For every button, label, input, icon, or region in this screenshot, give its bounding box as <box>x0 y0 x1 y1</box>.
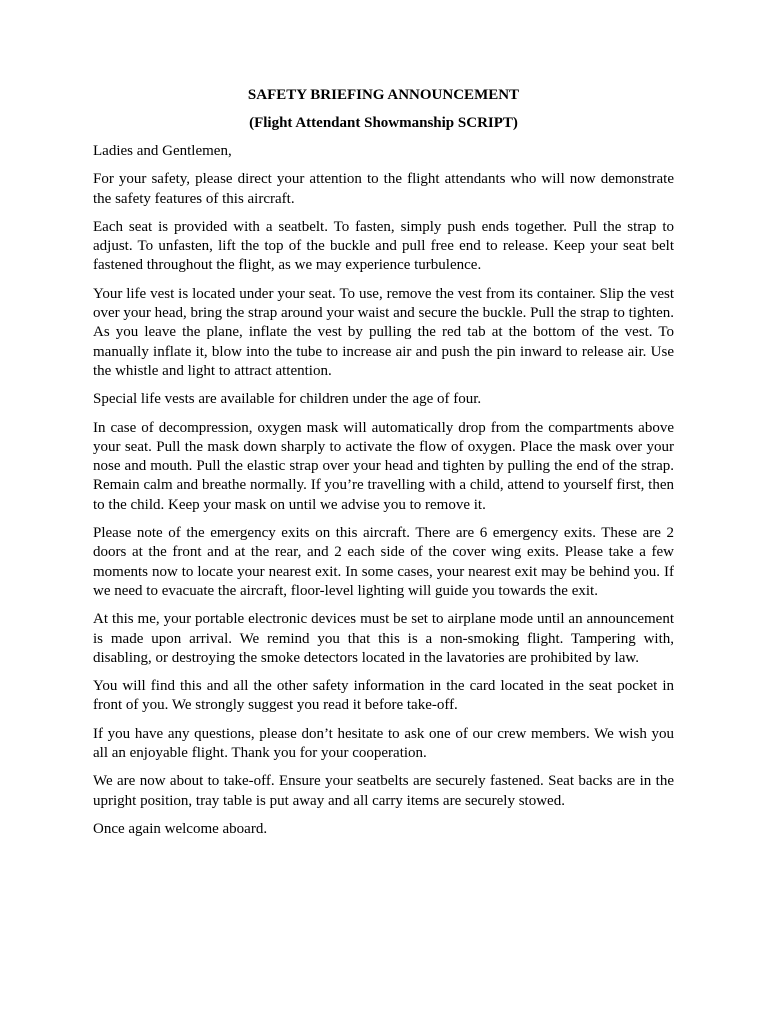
paragraph-take-off: We are now about to take-off. Ensure your seatbelts are securely fastened. Seat backs are in the upright position, tray table is put away and all carry items are securely stowed. <box>93 773 674 809</box>
paragraph-electronic-devices: At this me, your portable electronic devices must be set to airplane mode until an announcement is made upon arrival. We remind you that this is a non-smoking flight. Tampering with, disabling, or destroying the smoke detectors located in the lavatories are prohibited by law. <box>93 611 674 666</box>
paragraph-safety-card: You will find this and all the other safety information in the card located in the seat pocket in front of you. We strongly suggest you read it before take-off. <box>93 678 674 714</box>
paragraph-intro: For your safety, please direct your attention to the flight attendants who will now demonstrate the safety features of this aircraft. <box>93 171 674 207</box>
paragraph-questions: If you have any questions, please don’t hesitate to ask one of our crew members. We wish you all an enjoyable flight. Thank you for your cooperation. <box>93 725 674 762</box>
paragraph-welcome: Once again welcome aboard. <box>93 820 268 837</box>
paragraph-life-vest: Your life vest is located under your seat. To use, remove the vest from its container. Slip the vest over your head, bring the strap around your waist and secure the buckle. Pull the strap to tighten. As you leave the plane, inflate the vest by pulling the red tab at the bottom of the vest. To manually inflate it, blow into the tube to increase air and push the pin inward to release air. Use the whistle and light to attract attention. <box>93 285 674 379</box>
paragraph-oxygen-mask: In case of decompression, oxygen mask will automatically drop from the compartments above your seat. Pull the mask down sharply to activate the flow of oxygen. Place the mask over your nose and mouth. Pull the elastic strap over your head and tighten by pulling the end of the strap. Remain calm and breathe normally. If you’re travelling with a child, attend to yourself first, then to the child. Keep your mask on until we advise you to remove it. <box>93 419 674 513</box>
paragraph-greeting: Ladies and Gentlemen, <box>93 143 232 159</box>
paragraph-child-vests: Special life vests are available for children under the age of four. <box>93 391 482 408</box>
document-title: SAFETY BRIEFING ANNOUNCEMENT <box>247 87 520 103</box>
paragraph-seatbelt: Each seat is provided with a seatbelt. To fasten, simply push ends together. Pull the strap to adjust. To unfasten, lift the top of the buckle and pull free end to release. Keep your seat belt fastened throughout the flight, as we may experience turbulence. <box>93 218 674 274</box>
paragraph-emergency-exits: Please note of the emergency exits on this aircraft. There are 6 emergency exits. These are 2 doors at the front and at the rear, and 2 each side of the cover wing exits. Please take a few moments now to locate your nearest exit. In some cases, your nearest exit may be behind you. If we need to evacuate the aircraft, floor-level lighting will guide you towards the exit. <box>93 525 674 599</box>
document-subtitle: (Flight Attendant Showmanship SCRIPT) <box>249 115 518 131</box>
